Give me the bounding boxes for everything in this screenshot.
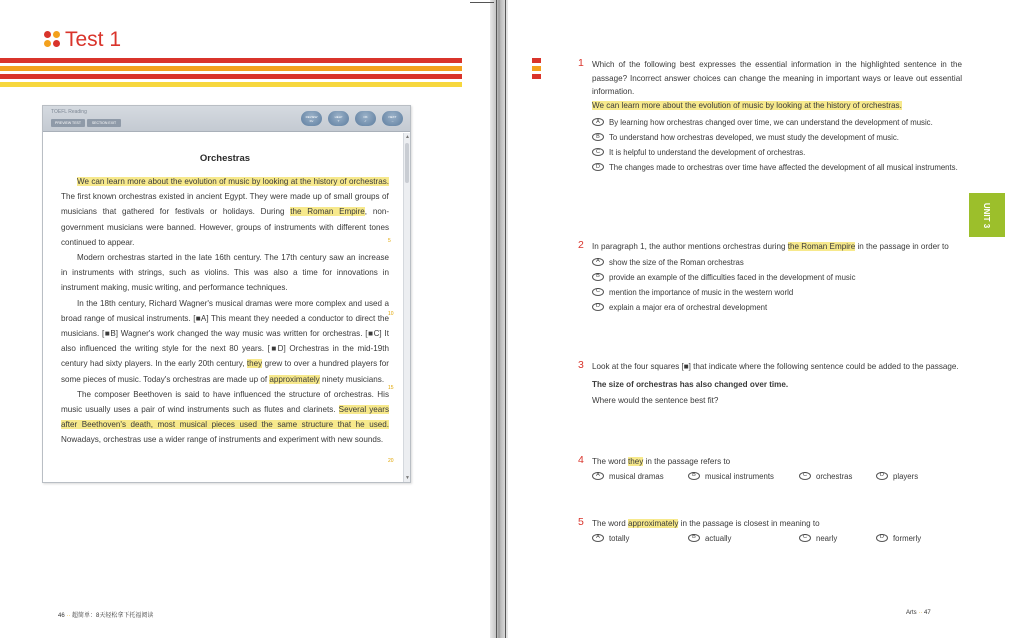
question-highlight: We can learn more about the evolution of music by looking at the history of orchestras. — [592, 100, 902, 110]
question-text: The word approximately in the passage is closest in meaning to — [592, 519, 820, 528]
unit-tab-label: UNIT 3 — [982, 202, 992, 228]
option-a[interactable]: A By learning how orchestras changed over time, we can understand the development of music. — [592, 115, 962, 130]
scroll-down-icon[interactable]: ▼ — [405, 475, 410, 481]
passage-highlight-roman-empire: the Roman Empire — [290, 207, 365, 217]
passage-scrollbar[interactable] — [403, 133, 410, 482]
line-number-5: 5 — [388, 238, 391, 244]
preview-test-tab[interactable]: PREVIEW TEST — [51, 119, 85, 127]
option-c[interactable]: C It is helpful to understand the development of orchestras. — [592, 145, 962, 160]
line-number-20: 20 — [388, 458, 394, 464]
passage-title: Orchestras — [199, 153, 251, 164]
dots-logo-icon — [44, 31, 62, 49]
question-2 — [578, 239, 962, 315]
crop-mark-left — [470, 0, 494, 3]
option-c[interactable]: C mention the importance of music in the western world — [592, 285, 962, 300]
passage-paragraph-2: Modern orchestras started in the late 16th century. The 17th century saw an increase in instruments with strings, such as violins. This was also a time for innovations in instrument making, music writing, and performance techniques. — [61, 253, 389, 293]
right-page — [508, 0, 1009, 638]
question-text: Look at the four squares [■] that indicate where the following sentence could be added to the passage. — [592, 362, 959, 371]
question-text: Which of the following best expresses the essential information in the highlighted sentence in the passage? Incorrect answer choices can change the meaning in important ways or leave out essential information. — [592, 60, 962, 96]
option-d[interactable]: D players — [876, 469, 918, 484]
question-text: The word they in the passage refers to — [592, 457, 731, 466]
footer-left: 46 ·· 超简单：8天轻松拿下托福阅读 — [58, 613, 154, 619]
passage-highlight-1: We can learn more about the evolution of music by looking at the history of orchestras. — [77, 177, 389, 186]
line-number-10: 10 — [388, 311, 394, 317]
option-c[interactable]: C orchestras — [799, 469, 876, 484]
passage-body — [43, 133, 403, 482]
question-1 — [578, 57, 962, 175]
question-number: 4 — [578, 454, 584, 466]
option-c[interactable]: C nearly — [799, 531, 876, 546]
question-text: In paragraph 1, the author mentions orchestras during the Roman Empire in the passage in order to — [592, 242, 949, 251]
toefl-label: TOEFL Reading — [51, 109, 87, 115]
footer-right: Arts ·· 47 — [906, 610, 931, 616]
question-5 — [578, 516, 962, 546]
line-number-15: 15 — [388, 385, 394, 391]
test-title-text: Test 1 — [65, 28, 122, 51]
ok-button[interactable]: OK ✓ — [355, 111, 376, 126]
option-b[interactable]: B provide an example of the difficulties faced in the development of music — [592, 270, 962, 285]
question-3 — [578, 359, 962, 408]
question-number: 2 — [578, 239, 584, 251]
unit-tab — [969, 193, 1005, 237]
review-button[interactable]: REVIEW Rv — [301, 111, 322, 126]
passage-highlight-beethoven: Several years after Beethoven's death, most musical pieces used the same structure that he used. — [61, 405, 389, 430]
insert-sentence: The size of orchestras has also changed over time. — [592, 379, 789, 389]
passage-highlight-approximately: approximately — [269, 374, 320, 384]
gutter-line-right — [505, 0, 506, 638]
question-number: 3 — [578, 359, 584, 371]
option-d[interactable]: D The changes made to orchestras over time have affected the development of all musical instruments. — [592, 160, 962, 175]
option-d[interactable]: D explain a major era of orchestral development — [592, 300, 962, 315]
passage-highlight-they: they — [246, 359, 263, 369]
option-b[interactable]: B To understand how orchestras developed, we must study the development of music. — [592, 130, 962, 145]
question-number: 1 — [578, 57, 584, 69]
option-a[interactable]: A totally — [592, 531, 688, 546]
option-b[interactable]: B actually — [688, 531, 799, 546]
option-a[interactable]: A show the size of the Roman orchestras — [592, 255, 962, 270]
gutter-line-left — [496, 0, 497, 638]
scroll-up-icon[interactable]: ▲ — [405, 134, 410, 140]
toefl-toolbar — [43, 106, 410, 132]
next-button[interactable]: NEXT → — [382, 111, 403, 126]
passage-paragraph-1: We can learn more about the evolution of music by looking at the history of orchestras. The first known orchestras existed in ancient Egypt. They were made up of small groups of musicians that gathered for festivals or holidays. During the Roman Empire, non-government musicians were banned. However, groups of instruments with different tones continued to appear. — [61, 177, 390, 247]
test-title — [44, 28, 121, 52]
left-page — [0, 0, 490, 638]
scroll-thumb[interactable] — [405, 143, 409, 183]
passage-paragraph-3: In the 18th century, Richard Wagner's musical dramas were more complex and used a broad range of musical instruments. [■A] This meant they needed a conductor to direct the musicians. [■B] Wagner's work changed the way music was written for orchestras. [■C] It also influenced the writing style for the next 80 years. [■D] Orchestras in the mid-19th century had sixty players. In the early 20th century, they grew to over a hundred players for some pieces of music. Today's orchestras are made up of approximately ninety musicians. — [61, 298, 389, 384]
question-4 — [578, 454, 962, 484]
question-number: 5 — [578, 516, 584, 528]
option-a[interactable]: A musical dramas — [592, 469, 688, 484]
passage-paragraph-4: The composer Beethoven is said to have influenced the structure of orchestras. His music usually uses a pair of wind instruments such as flutes and clarinets. Several years after Beethoven's death, most musical pieces used the same structure that he used. Nowadays, orchestras use a wider range of instruments and experiment with new sounds. — [61, 389, 389, 445]
question-stripes — [532, 58, 541, 79]
help-button[interactable]: HELP ? — [328, 111, 349, 126]
header-stripes — [0, 58, 462, 87]
section-exit-tab[interactable]: SECTION EXIT — [87, 119, 121, 127]
option-d[interactable]: D formerly — [876, 531, 921, 546]
option-b[interactable]: B musical instruments — [688, 469, 799, 484]
question-prompt: Where would the sentence best fit? — [592, 396, 719, 405]
toefl-reading-window — [42, 105, 411, 483]
